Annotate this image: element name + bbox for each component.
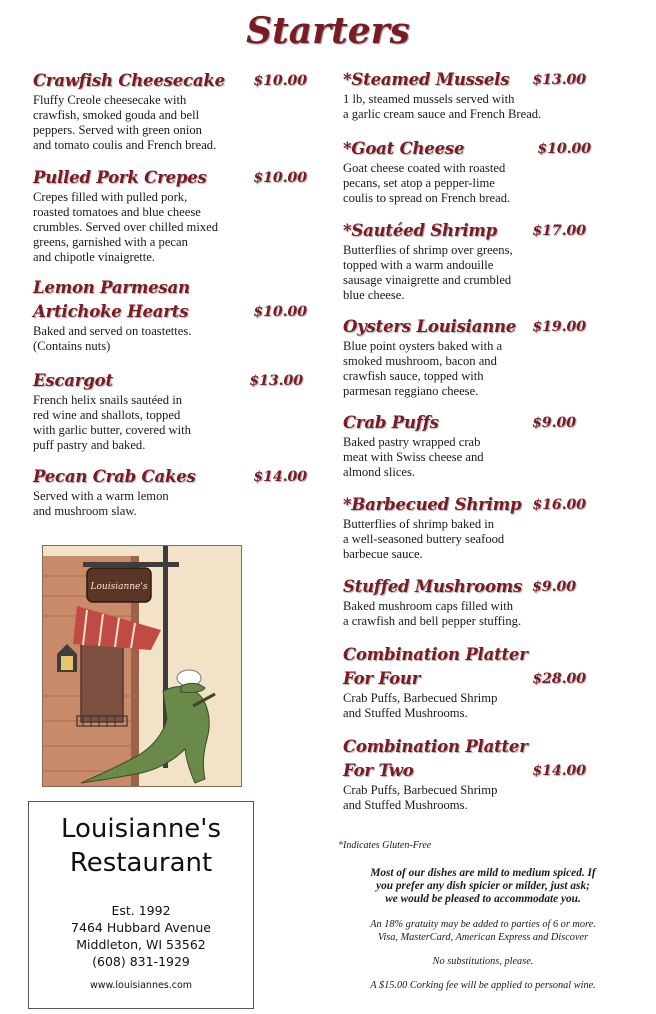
item-description: Baked pastry wrapped crab meat with Swiss cheese and almond slices. xyxy=(343,435,484,479)
item-description: French helix snails sautéed in red wine and shallots, topped with garlic butter, covered with puff pastry and baked. xyxy=(33,393,191,452)
restaurant-name: Louisianne's Restaurant xyxy=(61,814,221,878)
menu-item-pulled-pork-crepes xyxy=(33,166,315,265)
menu-item-combination-platter-two xyxy=(343,735,621,813)
storefront-alligator-drawing xyxy=(43,546,241,786)
phone-number: (608) 831-1929 xyxy=(92,954,190,969)
item-name: Oysters Louisianne xyxy=(343,317,517,336)
item-name: Pecan Crab Cakes xyxy=(33,467,196,486)
item-price: $10.00 xyxy=(537,141,591,157)
street-address: 7464 Hubbard Avenue xyxy=(71,920,211,935)
menu-item-barbecued-shrimp xyxy=(343,493,621,562)
item-description: Crab Puffs, Barbecued Shrimp and Stuffed Mushrooms. xyxy=(343,783,498,812)
item-price: $10.00 xyxy=(253,73,307,89)
spice-level-note: Most of our dishes are mild to medium spiced. If you prefer any dish spicier or milder, just ask; we would be pleased to accommodate you. xyxy=(370,867,596,905)
menu-item-lemon-parmesan-artichoke xyxy=(33,276,315,354)
item-price: $9.00 xyxy=(532,579,576,595)
item-name: Crab Puffs xyxy=(343,413,439,432)
city-state-zip: Middleton, WI 53562 xyxy=(76,937,206,952)
item-price: $10.00 xyxy=(253,170,307,186)
item-name: Pulled Pork Crepes xyxy=(33,168,207,187)
item-price: $17.00 xyxy=(532,223,586,239)
item-price: $13.00 xyxy=(532,72,586,88)
item-name: *Barbecued Shrimp xyxy=(343,495,522,514)
gratuity-note: An 18% gratuity may be added to parties of 6 or more. Visa, MasterCard, American Express and Discover xyxy=(370,919,596,943)
menu-item-steamed-mussels xyxy=(343,68,621,122)
menu-item-crawfish-cheesecake xyxy=(33,69,315,153)
item-name-line-2: For Two xyxy=(343,761,414,780)
item-name: Escargot xyxy=(33,371,113,390)
item-description: Crepes filled with pulled pork, roasted tomatoes and blue cheese crumbles. Served over chilled mixed greens, garnished with a pecan and chipotle vinaigrette. xyxy=(33,190,219,264)
item-name: *Goat Cheese xyxy=(343,139,465,158)
item-description: Fluffy Creole cheesecake with crawfish, smoked gouda and bell peppers. Served with green onion and tomato coulis and French bread. xyxy=(33,93,217,152)
menu-item-crab-puffs xyxy=(343,411,621,480)
menu-item-escargot xyxy=(33,369,315,453)
menu-item-oysters-louisianne xyxy=(343,315,621,399)
menu-item-goat-cheese xyxy=(343,137,621,206)
item-description: Served with a warm lemon and mushroom slaw. xyxy=(33,489,169,518)
item-name: *Steamed Mussels xyxy=(343,70,510,89)
item-name: Crawfish Cheesecake xyxy=(33,71,225,90)
item-name-line-2: Artichoke Hearts xyxy=(33,302,189,321)
item-name-line-2: For Four xyxy=(343,669,421,688)
menu-notes xyxy=(338,840,628,992)
restaurant-info-card xyxy=(28,801,254,1009)
item-price: $13.00 xyxy=(249,373,303,389)
item-name: Lemon Parmesan xyxy=(33,278,190,297)
item-price: $10.00 xyxy=(253,304,307,320)
item-price: $9.00 xyxy=(532,415,576,431)
item-price: $14.00 xyxy=(253,469,307,485)
item-description: Crab Puffs, Barbecued Shrimp and Stuffed Mushrooms. xyxy=(343,691,498,720)
menu-item-combination-platter-four xyxy=(343,643,621,721)
item-description: 1 lb, steamed mussels served with a garlic cream sauce and French Bread. xyxy=(343,92,542,121)
item-name: Combination Platter xyxy=(343,645,528,664)
item-price: $28.00 xyxy=(532,671,586,687)
item-name: Stuffed Mushrooms xyxy=(343,577,523,596)
item-description: Baked and served on toastettes. (Contains nuts) xyxy=(33,324,192,353)
gluten-free-text: Indicates Gluten-Free xyxy=(343,840,432,851)
menu-item-stuffed-mushrooms xyxy=(343,575,621,629)
restaurant-illustration xyxy=(42,545,242,787)
item-description: Baked mushroom caps filled with a crawfish and bell pepper stuffing. xyxy=(343,599,522,628)
item-description: Butterflies of shrimp baked in a well-seasoned buttery seafood barbecue sauce. xyxy=(343,517,505,561)
established-year: Est. 1992 xyxy=(111,903,171,918)
item-name: Combination Platter xyxy=(343,737,528,756)
substitutions-note: No substitutions, please. xyxy=(432,956,534,967)
item-price: $14.00 xyxy=(532,763,586,779)
item-price: $16.00 xyxy=(532,497,586,513)
sign-text: Louisianne's xyxy=(90,582,148,592)
item-price: $19.00 xyxy=(532,319,586,335)
menu-item-pecan-crab-cakes xyxy=(33,465,315,519)
item-name: *Sautéed Shrimp xyxy=(343,221,497,240)
website-link[interactable]: www.louisiannes.com xyxy=(89,980,193,991)
gluten-free-note xyxy=(338,840,628,851)
item-description: Goat cheese coated with roasted pecans, set atop a pepper-lime coulis to spread on French bread. xyxy=(343,161,511,205)
gluten-free-star: * xyxy=(338,840,343,851)
item-description: Butterflies of shrimp over greens, topped with a warm andouille sausage vinaigrette and crumbled blue cheese. xyxy=(343,243,513,302)
item-description: Blue point oysters baked with a smoked mushroom, bacon and crawfish sauce, topped with parmesan reggiano cheese. xyxy=(343,339,503,398)
menu-item-sauteed-shrimp xyxy=(343,219,621,303)
corking-fee-note: A $15.00 Corking fee will be applied to personal wine. xyxy=(370,980,596,991)
page-title: Starters xyxy=(246,10,410,52)
